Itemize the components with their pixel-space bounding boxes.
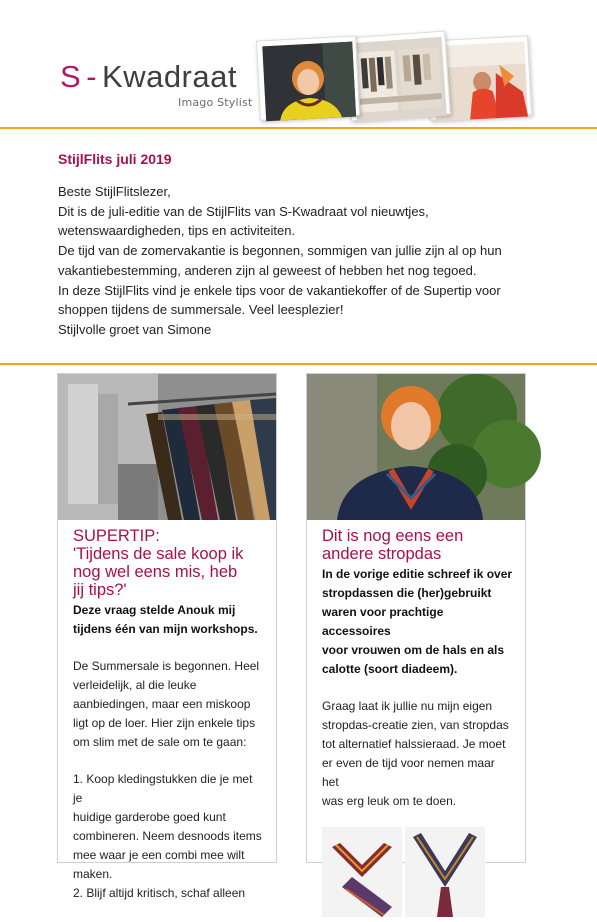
newsletter-title: StijlFlits juli 2019 — [58, 151, 172, 167]
supertip-body: De Summersale is begonnen. Heel verleidelijk, al die leuke aanbiedingen, maar een miskoop ligt op de loer. Hier zijn enkele tips om slim met de sale om te gaan: 1. Koop kledingstukken die je met je huidige garderobe goed kunt combineren. Neem desnoods items mee waar je een combi mee wilt maken. 2. Blijf altijd kritisch, schaf alleen — [73, 659, 262, 900]
intro-line: Dit is de juli-editie van de StijlFlits van S-Kwadraat vol nieuwtjes, — [58, 203, 429, 219]
supertip-card — [57, 373, 277, 900]
intro-text — [58, 182, 558, 340]
tie-creation-photos — [322, 827, 514, 917]
wardrobe-photo-image — [352, 37, 447, 122]
tie-photo-2[interactable] — [405, 827, 485, 917]
intro-section — [58, 150, 558, 340]
tie-photo-1[interactable] — [322, 827, 402, 917]
header-photo-wardrobe — [345, 31, 451, 122]
intro-signoff: Stijlvolle groet van Simone — [58, 321, 212, 337]
stropdas-lead: In de vorige editie schreef ik over stropdassen die (her)gebruikt waren voor prachtige accessoires voor vrouwen om de hals en als calotte (soort diadeem). — [322, 567, 513, 676]
intro-line: wetenswaardigheden, tips en activiteiten. — [58, 223, 296, 239]
simone-portrait-image — [262, 42, 356, 122]
header — [0, 0, 597, 128]
supertip-lead: Deze vraag stelde Anouk mij tijdens één van mijn workshops. — [73, 603, 258, 636]
intro-line: In deze StijlFlits vind je enkele tips voor de vakantiekoffer of de Supertip voor — [58, 282, 501, 298]
s-kwadraat-logo[interactable] — [60, 59, 253, 109]
logo-subtitle: Imago Stylist — [178, 96, 253, 109]
intro-line: shoppen tijdens de summersale. Veel leesplezier! — [58, 302, 344, 318]
supertip-content — [73, 527, 265, 903]
header-photo-stack — [258, 26, 530, 116]
stropdas-content — [322, 527, 514, 917]
supertip-title: SUPERTIP: 'Tijdens de sale koop ik nog wel eens mis, heb jij tips?' — [73, 527, 244, 599]
stropdas-card — [306, 373, 526, 863]
stropdas-title: Dit is nog eens een andere stropdas — [322, 527, 464, 563]
intro-line: De tijd van de zomervakantie is begonnen, sommigen van jullie zijn al op hun — [58, 243, 502, 259]
stropdas-body: Graag laat ik jullie nu mijn eigen stropdas-creatie zien, van stropdas tot alternatief halssieraad. Je moet er even de tijd voor nemen maar het was erg leuk om te doen. — [322, 699, 509, 808]
logo-wordmark: S - Kwadraat — [60, 59, 237, 94]
intro-divider — [0, 363, 597, 365]
intro-line: vakantiebestemming, anderen zijn al geweest of hebben het nog tegoed. — [58, 262, 477, 278]
sale-clothing-rack-image[interactable] — [58, 374, 276, 520]
intro-line: Beste StijlFlitslezer, — [58, 184, 171, 199]
header-divider — [0, 127, 597, 129]
header-photo-simone — [256, 35, 360, 120]
simone-tie-necklace-image[interactable] — [307, 374, 525, 520]
